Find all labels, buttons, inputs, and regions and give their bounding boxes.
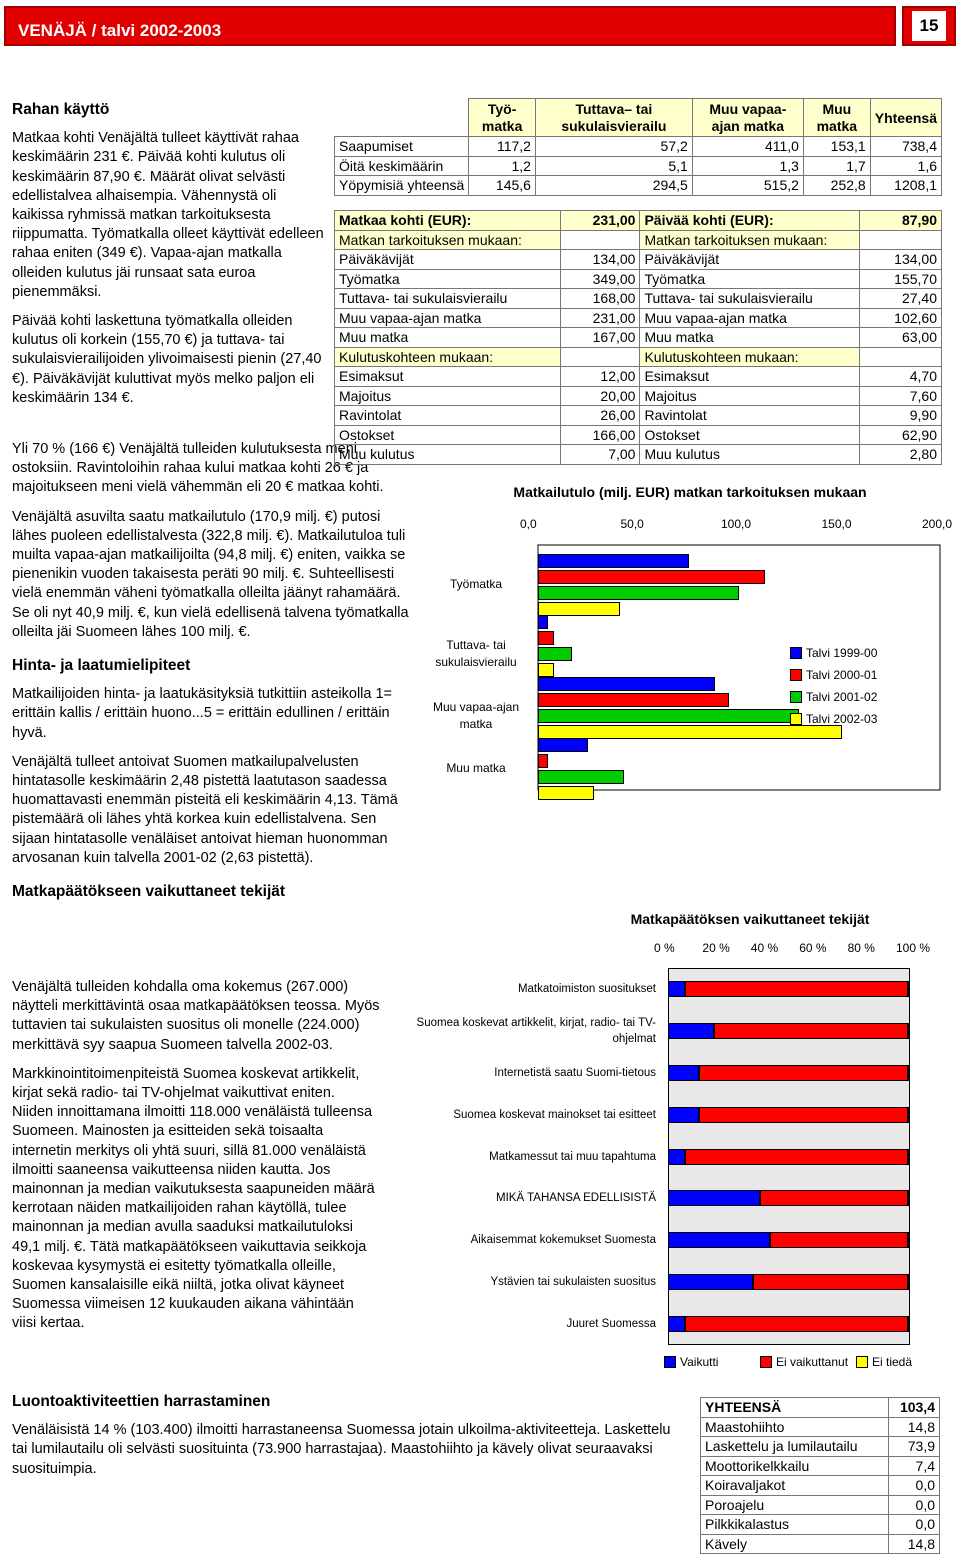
price-paragraph-1: Matkailijoiden hinta- ja laatukäsityksiä tutkittiin asteikolla 1= erittäin kallis / erittäin huono...5 = erittäin edullinen / erittäin hyvä. — [12, 686, 393, 741]
cell: Ostokset — [335, 425, 561, 445]
x-tick-label: 150,0 — [821, 517, 852, 531]
money-paragraph-2: Päivää kohti laskettuna työmatkalla olleiden kulutus oli korkein (155,70 €) ja tuttava- tai sukulaisvierailijoiden ylivoimaisesti pienin (27,40 €). Päiväkävijät kuluttivat myös melko paljon eli keskimäärin 134 €. — [12, 313, 322, 406]
activity-label: Pilkkikalastus — [701, 1515, 889, 1535]
bar — [770, 1232, 908, 1248]
cell: 252,8 — [803, 176, 870, 196]
category-label: Muu matka — [446, 760, 506, 775]
leisure-heading: Luontoaktiviteettien harrastaminen — [12, 1393, 271, 1410]
table-row — [335, 156, 942, 176]
x-tick-label: 0 % — [654, 941, 675, 955]
cell: 166,00 — [560, 425, 640, 445]
bar — [538, 663, 554, 677]
cell: 1208,1 — [870, 176, 941, 196]
cell: 12,00 — [560, 367, 640, 387]
cell: 20,00 — [560, 386, 640, 406]
x-tick-label: 80 % — [847, 941, 875, 955]
arrivals-table — [334, 98, 942, 196]
cell: Työmatka — [640, 269, 860, 289]
table-row — [701, 1495, 940, 1515]
bar — [668, 1190, 760, 1206]
legend-swatch — [790, 669, 802, 681]
cell: 515,2 — [692, 176, 803, 196]
purpose-label: Matkan tarkoituksen mukaan: — [335, 230, 561, 250]
cell: 738,4 — [870, 137, 941, 157]
x-tick-label: 20 % — [702, 941, 730, 955]
cell: 62,90 — [860, 425, 942, 445]
col-header: Muu vapaa- ajan matka — [692, 99, 803, 137]
cell: 57,2 — [535, 137, 692, 157]
bar — [538, 647, 572, 661]
bar — [538, 631, 554, 645]
bar — [908, 981, 910, 997]
bar — [668, 1232, 770, 1248]
bar — [908, 1065, 910, 1081]
bar — [908, 1149, 910, 1165]
legend-label: Talvi 2002-03 — [806, 712, 878, 726]
spending-header-row — [335, 211, 942, 231]
category-label: Matkatoimiston suositukset — [517, 982, 656, 995]
money-paragraph-1: Matkaa kohti Venäjältä tulleet käyttivät rahaa keskimäärin 231 €. Päivää kohti kulutus oli keskimäärin 87,90 €. Määrät olivat selvästi edellistalvea alhaisempia. Vähennystä oli kaikissa ryhmissä matkan tarkoituksesta riippumatta. Työmatkalla olleet käyttivät edelleen rahaa eniten (349 €). Vapaa-ajan matkalla olleiden kulutus jäi runsaat sata euroa pienemmäksi. — [12, 130, 324, 300]
bar — [760, 1190, 908, 1206]
cell: Esimaksut — [335, 367, 561, 387]
bar — [538, 615, 548, 629]
legend-label: Ei tiedä — [872, 1355, 913, 1369]
decision-section — [12, 978, 380, 1344]
table-row — [335, 269, 942, 289]
spending-section — [12, 440, 412, 911]
activity-label: Laskettelu ja lumilautailu — [701, 1437, 889, 1457]
money-paragraph-4: Venäjältä asuvilta saatu matkailutulo (170,9 milj. €) putosi lähes puoleen edellistalvesta (322,8 milj. €). Matkailutuloa tuli muilta vapaa-ajan matkailijoilta (94,8 milj. €) eniten, vaikka se pienenikin vuoden takaisesta peräti 90 milj. €. Suhteellisesti vielä enemmän väheni työmatkalla olleilta jäänyt rahamäärä. Se oli nyt 40,9 milj. €, kun vielä edellisenä talvena työmatkalla olleilta jäi Suomeen lähes 100 milj. €. — [12, 508, 409, 640]
activity-label: Koiravaljakot — [701, 1476, 889, 1496]
cell: 168,00 — [560, 289, 640, 309]
cell: Ravintolat — [640, 406, 860, 426]
cell: 1,3 — [692, 156, 803, 176]
bar — [908, 1107, 910, 1123]
price-heading: Hinta- ja laatumielipiteet — [12, 657, 191, 675]
cell: 145,6 — [469, 176, 536, 196]
table-row — [335, 406, 942, 426]
activity-value: 14,8 — [888, 1417, 939, 1437]
cell: 411,0 — [692, 137, 803, 157]
table-row — [335, 250, 942, 270]
table-row — [701, 1437, 940, 1457]
purpose-subheader — [335, 230, 942, 250]
legend-label: Talvi 2001-02 — [806, 690, 878, 704]
target-subheader — [335, 347, 942, 367]
legend-label: Ei vaikuttanut — [776, 1355, 849, 1369]
cell: Muu matka — [640, 328, 860, 348]
activity-label: YHTEENSÄ — [701, 1398, 889, 1418]
money-paragraph-3: Yli 70 % (166 €) Venäjältä tulleiden kulutuksesta meni ostoksiin. Ravintoloihin rahaa kului matkaa kohti 26 € ja majoitukseen meni vielä vähemmän eli 20 € matkaa kohti. — [12, 441, 384, 496]
cell: 294,5 — [535, 176, 692, 196]
cell: Muu vapaa-ajan matka — [640, 308, 860, 328]
legend-item — [856, 1355, 912, 1369]
decision-chart-title: Matkapäätöksen vaikuttaneet tekijät — [630, 911, 870, 927]
bar — [538, 602, 620, 616]
bar — [668, 1107, 699, 1123]
cell: 9,90 — [860, 406, 942, 426]
page-header — [0, 0, 960, 52]
table-row — [335, 445, 942, 465]
x-tick-label: 100 % — [896, 941, 931, 955]
cell: 5,1 — [535, 156, 692, 176]
category-label: Työmatka — [449, 577, 503, 591]
cell: 231,00 — [560, 308, 640, 328]
leisure-paragraph: Venäläisistä 14 % (103.400) ilmoitti harrastaneensa Suomessa jotain ulkoilma-aktiviteetteja. Laskettelu tai lumilautailu oli selvästi suosituinta (73.900 harrastajaa). Maastohiihto ja kävely olivat seuraavaksi suosituimpia. — [12, 1422, 671, 1477]
bar — [685, 1149, 908, 1165]
cell: 167,00 — [560, 328, 640, 348]
legend-item — [760, 1355, 848, 1369]
activity-label: Moottorikelkkailu — [701, 1456, 889, 1476]
cell: 4,70 — [860, 367, 942, 387]
table-row — [335, 425, 942, 445]
price-paragraph-2: Venäjältä tulleet antoivat Suomen matkailupalvelusten hintatasolle keskimäärin 2,48 pistettä laatutason saadessa huomattavasti enemmän pisteitä eli keskimäärin 4,13. Tämä pistemäärä oli lähes yhtä korkea kuin edellistalvena. Sen sijaan hintatasolle venäläiset antoivat hieman huonomman arvosanan kuin talvella 2001-02 (2,63 pistettä). — [12, 753, 398, 866]
table-row — [701, 1476, 940, 1496]
cell: Majoitus — [335, 386, 561, 406]
legend-label: Talvi 2000-01 — [806, 668, 878, 682]
bar — [908, 1232, 910, 1248]
bar — [714, 1023, 908, 1039]
bar — [538, 754, 548, 768]
cell: Muu matka — [335, 328, 561, 348]
col-header: Muu matka — [803, 99, 870, 137]
decision-paragraph-1: Venäjältä tulleiden kohdalla oma kokemus (267.000) näytteli merkittävintä osaa matkapäätöksen teossa. Myös tuttavien tai sukulaisten suositus oli monelle (224.000) merkittävä syy saapua Suomeen talvella 2002-03. — [12, 979, 380, 1053]
activity-value: 103,4 — [888, 1398, 939, 1418]
cell: Päiväkävijät — [640, 250, 860, 270]
category-label: Tuttava- tai sukulaisvierailu — [435, 638, 517, 670]
activity-value: 0,0 — [888, 1515, 939, 1535]
x-tick-label: 40 % — [750, 941, 779, 955]
purpose-label: Matkan tarkoituksen mukaan: — [640, 230, 860, 250]
legend-label: Vaikutti — [680, 1355, 719, 1369]
bar — [908, 1274, 910, 1290]
category-label: Ystävien tai sukulaisten suositus — [490, 1276, 656, 1289]
page-number-box — [902, 6, 956, 46]
bar — [538, 709, 799, 723]
category-label: Internetistä saatu Suomi-tietous — [494, 1066, 656, 1079]
cell: 349,00 — [560, 269, 640, 289]
cell: Tuttava- tai sukulaisvierailu — [640, 289, 860, 309]
legend-swatch — [790, 713, 802, 725]
bar — [699, 1107, 907, 1123]
spending-table — [334, 210, 942, 465]
legend-swatch — [790, 647, 802, 659]
cell: 27,40 — [860, 289, 942, 309]
page-number: 15 — [912, 11, 947, 41]
table-row — [335, 176, 942, 196]
table-row — [701, 1398, 940, 1418]
legend-item — [664, 1355, 718, 1369]
trip-heading: Matkaa kohti (EUR): — [335, 211, 561, 231]
bar — [685, 981, 908, 997]
activity-value: 14,8 — [888, 1534, 939, 1554]
category-label: Suomea koskevat artikkelit, kirjat, radio- tai TV-ohjelmat — [416, 1016, 656, 1045]
cell: Tuttava- tai sukulaisvierailu — [335, 289, 561, 309]
cell: 102,60 — [860, 308, 942, 328]
row-label: Öitä keskimäärin — [335, 156, 469, 176]
cell: Majoitus — [640, 386, 860, 406]
day-heading: Päivää kohti (EUR): — [640, 211, 860, 231]
activity-value: 0,0 — [888, 1476, 939, 1496]
legend-item — [790, 668, 877, 682]
header-bar — [4, 6, 896, 46]
cell: 7,00 — [560, 445, 640, 465]
bar — [908, 1023, 910, 1039]
header-title: VENÄJÄ / talvi 2002-2003 — [18, 21, 222, 40]
cell: 1,2 — [469, 156, 536, 176]
bar — [668, 1023, 714, 1039]
col-header: Yhteensä — [870, 99, 941, 137]
cell: 2,80 — [860, 445, 942, 465]
row-label: Yöpymisiä yhteensä — [335, 176, 469, 196]
table-row — [335, 328, 942, 348]
table-row — [335, 367, 942, 387]
bar — [538, 786, 594, 800]
bar — [699, 1065, 907, 1081]
bar — [538, 693, 729, 707]
bar — [538, 770, 624, 784]
bar — [908, 1316, 910, 1332]
decision-heading: Matkapäätökseen vaikuttaneet tekijät — [12, 883, 286, 901]
bar — [538, 570, 765, 584]
bar — [538, 554, 689, 568]
cell: Muu vapaa-ajan matka — [335, 308, 561, 328]
activity-value: 0,0 — [888, 1495, 939, 1515]
legend-swatch — [790, 691, 802, 703]
legend-swatch — [664, 1356, 676, 1368]
bar — [668, 981, 685, 997]
table-row — [701, 1534, 940, 1554]
cell: 155,70 — [860, 269, 942, 289]
trip-total: 231,00 — [560, 211, 640, 231]
leisure-section — [12, 1392, 684, 1489]
cell: 1,7 — [803, 156, 870, 176]
bar — [538, 725, 842, 739]
activity-label: Maastohiihto — [701, 1417, 889, 1437]
legend-item — [790, 646, 877, 660]
bar — [668, 1316, 685, 1332]
bar — [908, 1190, 910, 1206]
activity-label: Poroajelu — [701, 1495, 889, 1515]
x-tick-label: 100,0 — [721, 517, 752, 531]
col-header: Tuttava– tai sukulaisvierailu — [535, 99, 692, 137]
cell: 1,6 — [870, 156, 941, 176]
activity-value: 73,9 — [888, 1437, 939, 1457]
cell: 134,00 — [560, 250, 640, 270]
bar — [668, 1274, 753, 1290]
cell: 26,00 — [560, 406, 640, 426]
cell: 153,1 — [803, 137, 870, 157]
category-label: Juuret Suomessa — [566, 1318, 656, 1331]
x-tick-label: 60 % — [799, 941, 827, 955]
table-row — [701, 1456, 940, 1476]
legend-item — [790, 690, 877, 704]
legend-item — [790, 712, 877, 726]
cell: 7,60 — [860, 386, 942, 406]
table-row — [335, 386, 942, 406]
day-total: 87,90 — [860, 211, 942, 231]
table-row — [701, 1515, 940, 1535]
x-tick-label: 50,0 — [620, 517, 644, 531]
activity-value: 7,4 — [888, 1456, 939, 1476]
legend-swatch — [760, 1356, 772, 1368]
bar — [668, 1149, 685, 1165]
bar — [685, 1316, 908, 1332]
cell: 117,2 — [469, 137, 536, 157]
cell: Muu kulutus — [640, 445, 860, 465]
cell: Ravintolat — [335, 406, 561, 426]
category-label: Matkamessut tai muu tapahtuma — [489, 1150, 656, 1163]
cell: Esimaksut — [640, 367, 860, 387]
category-label: Aikaisemmat kokemukset Suomesta — [470, 1234, 656, 1247]
income-chart-title: Matkailutulo (milj. EUR) matkan tarkoituksen mukaan — [513, 484, 867, 500]
table-row — [701, 1417, 940, 1437]
bar — [538, 738, 588, 752]
x-tick-label: 200,0 — [922, 517, 953, 531]
category-label: Muu vapaa-ajan matka — [432, 699, 520, 731]
table-row — [335, 308, 942, 328]
cell: Työmatka — [335, 269, 561, 289]
target-label: Kulutuskohteen mukaan: — [640, 347, 860, 367]
bar — [668, 1065, 699, 1081]
cell: Ostokset — [640, 425, 860, 445]
bar — [538, 677, 715, 691]
legend-swatch — [856, 1356, 868, 1368]
money-section — [12, 100, 324, 418]
table-row — [335, 289, 942, 309]
bar — [538, 586, 739, 600]
activity-label: Kävely — [701, 1534, 889, 1554]
cell: 134,00 — [860, 250, 942, 270]
row-label: Saapumiset — [335, 137, 469, 157]
x-tick-label: 0,0 — [520, 517, 537, 531]
money-heading: Rahan käyttö — [12, 101, 110, 118]
category-label: MIKÄ TAHANSA EDELLISISTÄ — [496, 1192, 656, 1205]
cell: Päiväkävijät — [335, 250, 561, 270]
bar — [753, 1274, 908, 1290]
table-row — [335, 137, 942, 157]
cell: Muu kulutus — [335, 445, 561, 465]
legend-label: Talvi 1999-00 — [806, 646, 878, 660]
cell: 63,00 — [860, 328, 942, 348]
category-label: Suomea koskevat mainokset tai esitteet — [453, 1108, 656, 1121]
target-label: Kulutuskohteen mukaan: — [335, 347, 561, 367]
activities-table — [700, 1397, 940, 1554]
arrivals-header-row — [335, 99, 942, 137]
decision-paragraph-2: Markkinointitoimenpiteistä Suomea koskevat artikkelit, kirjat sekä radio- tai TV-ohjelmat vaikuttivat eniten. Niiden innoittamana ilmoitti 118.000 venäläistä tulleensa Suomeen. Mainosten ja esitteiden sekä toisaalta internetin merkitys oli yhtä suuri, sillä 81.000 venäläistä ilmoitti saaneensa vaikutteensa niiden kautta. Jos mainonnan ja median vaikutuksesta saapuneiden määrä kerrotaan näiden matkailijoiden rahan käytöllä, tulee mainonnan ja median avulla saaduksi matkailutuloksi 49,1 milj. €. Tätä matkapäätökseen vaikuttavia seikkoja koskevaa kysymystä ei esitetty työmatkalla olleille, Suomen kansalaisille eikä niiltä, jotka olivat käyneet Suomessa viimeisen 12 kuukauden aikana vähintään viisi kertaa. — [12, 1065, 375, 1332]
col-header: Työ- matka — [469, 99, 536, 137]
